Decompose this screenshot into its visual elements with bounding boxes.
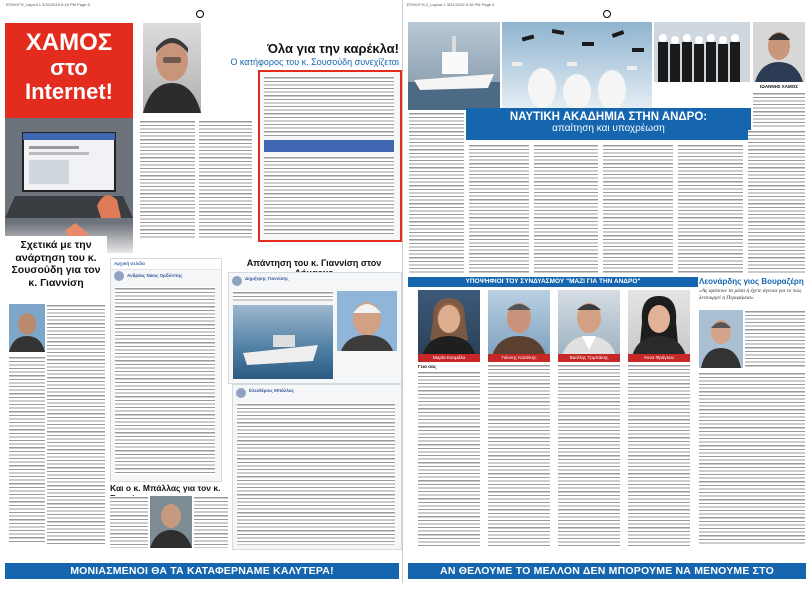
answer-post-card [228,272,402,384]
right-page [403,0,810,593]
page-meta: ΕΠΙΛΟΓΗ-2_Layout 1 3/31/2019 6:15 PM Page 4 [407,2,495,7]
chamos-portrait [753,22,805,82]
candidate-name-1: Μαρία Κουμάλα [418,354,480,362]
registration-mark [603,10,611,18]
answer-title: Απάντηση του κ. Γιαννίση στον [246,258,382,268]
academy-headline: ΝΑΥΤΙΚΗ ΑΚΑΔΗΜΙΑ ΣΤΗΝ ΑΝΔΡΟ: [509,111,708,123]
academy-headline-box [466,108,751,140]
mballas-photo [150,496,192,548]
candidate-photo-4 [628,290,690,356]
col-start-greeting: Γεια σας [418,364,437,369]
red-title-box [5,23,133,118]
candidate-name-3: Βασίλης Τρμπάκης [558,354,620,362]
left-banner: ΜΟΝΙΑΣΜΕΝΟΙ ΘΑ ΤΑ ΚΑΤΑΦΕΡΝΑΜΕ ΚΑΛΥΤΕΡΑ! [5,563,399,579]
side-box [5,236,107,548]
red-title-line3: Internet! [25,79,113,104]
mballas-post-card [232,384,402,550]
candidate-photo-1 [418,290,480,356]
side-box-photo [9,304,45,352]
bottom-post-author: Ελευθέριος Μπάλλας [249,388,294,393]
candidate-photo-2 [488,290,550,356]
candidates-header: ΥΠΟΨΗΦΙΟΙ ΤΟΥ ΣΥΝΔΥΑΣΜΟΥ "ΜΑΖΙ ΓΙΑ ΤΗΝ ΑΝΔΡΟ" [408,277,698,287]
red-title-line2: στο [50,55,88,80]
facebook-post-card [110,258,222,482]
headline: Όλα για την καρέκλα! [267,41,399,56]
red-title-line1: ΧΑΜΟΣ [25,29,113,56]
candidate-photo-3 [558,290,620,356]
fb-author: Ανδρέας Νίκος Ορδόνπης [127,273,183,278]
academy-subheadline: απαίτηση και υποχρέωση [552,123,665,134]
left-page [0,0,403,583]
bourazeri-photo [699,310,743,368]
candidate-name-2: Γιάννης Κατσίκης [488,354,550,362]
facebook-screenshot-sousoudis [258,70,402,242]
right-story-sub: «Ας αρέσουν τα μέσα ή έχετε άγνοια για το πώς λειτουργεί η Περιφέρεια» [699,288,802,301]
side-box-text [47,304,105,544]
intro-text-column-1 [140,120,195,238]
graduation-caps-photo [502,22,652,110]
right-banner: ΑΝ ΘΕΛΟΥΜΕ ΤΟ ΜΕΛΛΟΝ ΔΕΝ ΜΠΟΡΟΥΜΕ ΝΑ ΜΕΝΟΥΜΕ ΣΤΟ ΠΑΡΕΛΘΟΝ! [408,563,806,579]
cadets-group-photo [654,22,750,82]
ship-photo [408,22,500,110]
older-man-photo [337,291,397,351]
page-meta: ΕΠΙΛΟΓΗ_Layout 1 3/31/2019 6:16 PM Page 8 [6,2,90,7]
sea-boat-photo [233,305,333,379]
registration-mark [196,10,204,18]
intro-text-column-2 [199,120,252,238]
right-story-title: Λεονάρδης γιος Βουραζέρη [699,277,804,286]
man-portrait-photo [143,23,201,113]
answer-post-author: Δημήτρης Γιαννίσης [245,276,289,281]
laptop-facebook-photo [5,118,133,223]
candidate-name-4: Άννα Φράγκου [628,354,690,362]
side-box-title: Σχετικά με την ανάρτηση του κ. Σουσούδη για τον κ. Γιαννίση [11,239,101,289]
portrait-caption: ΙΩΑΝΝΗΣ ΧΑΜΟΣ [759,84,798,89]
subheadline: Ο κατήφορος του κ. Σουσούδη συνεχίζεται [230,57,399,67]
bottom-title: Και ο κ. Μπάλλας για τον κ. [110,483,221,493]
fb-tab: Αρχική σελίδα [111,259,221,270]
